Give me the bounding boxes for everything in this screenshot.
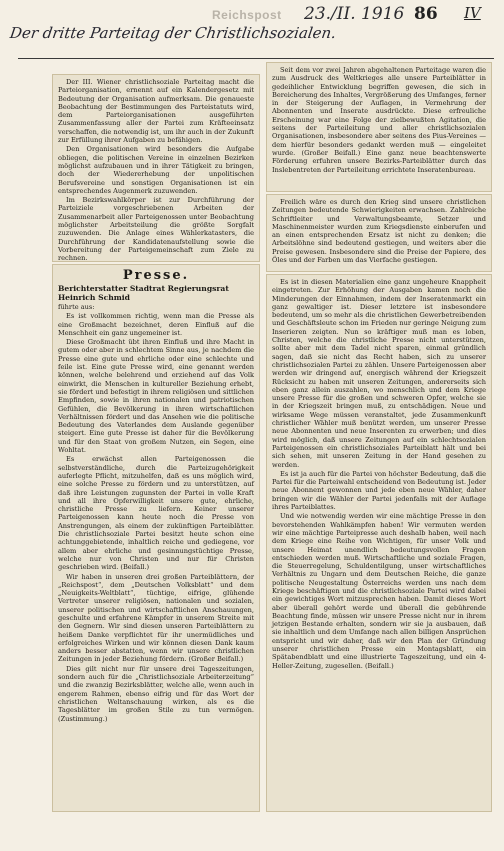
- speaker-line: Berichterstatter Stadtrat Regierungsrat Heinrich Schmid: [58, 284, 229, 302]
- caption-underline: [18, 58, 494, 59]
- paragraph: Freilich wäre es durch den Krieg sind unsere christlichen Zeitungen bedeutende Schwierigkeiten erwachsen. Zahlreiche Schriftleiter und Verwaltungsbeamte, Setzer und Maschinenmeister wurden zum Kriegsdienste einberufen und an einen entsprechenden Ersatz ist nicht zu denken; die Arbeitslöhne sind bedeutend gestiegen, und weiters aber die Preise gewesen. Insbesondere sind die Preise der Papiere, des Öles und der Farben um das Vierfache gestiegen.: [272, 198, 486, 265]
- paragraph: Es ist vollkommen richtig, wenn man die Presse als eine Großmacht bezeichnet, deren Einfluß auf die Menschheit ein ganz ungemeiner ist.: [58, 312, 254, 337]
- handwritten-date: 23./II. 1916: [304, 4, 405, 24]
- paragraph: Diese Großmacht übt ihren Einfluß und ihre Macht in gutem oder aber in schlechtem Sinne aus, je nachdem die Presse eine gute und ehrliche oder eine schlechte und feile ist. Eine gute Presse wird, eine genannt werden können, welche belehrend und erziehend auf das Volk einwirkt, die Menschen in kultureller Beziehung erhebt, sie fördert und befestigt in ihrem religiösen und sittlichen Empfinden, sowie in ihren nationalen und patriotischen Gefühlen, die Bevölkerung in ihren wirtschaftlichen Verhältnissen fördert und das Ansehen wie die politische Bedeutung des Vaterlandes dem Auslande gegenüber steigert. Eine gute Presse ist daher für die Bevölkerung und für den Staat von großem Nutzen, ein Segen, eine Wohltat.: [58, 338, 254, 455]
- clipping-right-middle: [266, 194, 492, 272]
- paragraph: Der III. Wiener christlichsoziale Parteitag macht die Parteiorganisation, ernennt auf ein Kalendergesetz mit Bedeutung der Organisation aufmerksam. Die genaueste Beobachtung der Bestimmungen des Parteistatuts wird, dem Parteiorganisationen ausgeführten Zusammenfassung aller der Partei zum Kräfteeinsatz verschaffen, die notwendig ist, um ihr auch in der Zukunft zur Erfüllung ihrer Aufgaben zu befähigen.: [58, 78, 254, 145]
- paragraph: Im Bezirkswahlkörper ist zur Durchführung der Parteiziele vorgeschriebenen Arbeiten der Zusammenarbeit aller Parteigenossen unter Beobachtung möglichster Arbeitsteilung die größte Sorgfalt zuzuwenden. Die Anlage eines Wählerkatasters, die Durchführung der Kandidatenaufstellung sowie die Vorbereitung der Parteigemeinschaft zum Ziele zu rechnen.: [58, 196, 254, 262]
- section-heading: Presse.: [122, 268, 190, 283]
- paragraph: Und wie notwendig werden wir eine mächtige Presse in den bevorstehenden Wahlkämpfen haben! Wir vermuten werden wir eine mächtige Parteipresse auch deshalb haben, weil nach dem Kriege eine Reihe von Wichtigen, für unser Volk und unsere Heimat unendlich bedeutungsvollen Fragen entschieden werden muß. Wirtschaftliche und soziale Fragen, die Steuerregelung, Schuldentilgung, unser wirtschaftliches Verhältnis zu Ungarn und dem Deutschen Reiche, die ganze politische Neugestaltung Österreichs werden uns nach dem Kriege beschäftigen und die christlichsoziale Partei wird dabei ein gewichtiges Wort mitzusprechen haben. Damit dieses Wort aber überall gehört werde und überall die gebührende Beachtung finde, müssen wir unsere Presse nicht nur in ihrem jetzigen Bestande erhalten, sondern wir sie ja ausbauen, daß sie inhaltlich und dem Umfange nach allen billigen Ansprüchen entspricht und wir daher, daß wir den Plan der Gründung unserer christlichen Presse ein Montagsblatt, ein Spätabendblatt und eine illustrierte Tageszeitung, und ein 4-Heller-Zeitung, zugesellen. (Beifall.): [272, 512, 486, 670]
- clipping-left-bottom: [52, 264, 260, 812]
- clipping-right-long: [266, 274, 492, 812]
- paragraph: Es ist in diesen Materialien eine ganz ungeheure Knappheit eingetreten. Zur Erhöhung der Ausgaben kamen noch die Minderungen der Einnahmen, indem der Inseratenmarkt ein ganz gewaltiger ist. Dieser letztere ist insbesondere bedeutend, um so mehr als die christlichen Gewerbetreibenden und Geschäftsleute schon im Frieden nur geringe Neigung zum Inserieren zeigten. Nun so kräftiger muß man es loben, Christen, welche die christliche Presse nicht unterstützen, sollte aber mit dem Tadel nicht sparen, einmal gründlich sagen, daß sie nicht das Recht haben, sich zu unserer christlichsozialen Partei zu zählen. Unsere Parteigenossen aber werden wir dringend auf, energisch während der Kriegszeit Rücksicht zu haben mit unseren Zeitungen, andererseits sich eben ganz allein auszahlen, wo menschlich und dem Kriege unsere Presse für die großen und schweren Opfer, welche sie in der Kriegszeit bringen muß, zu entschädigen. Neue und wirksame Wege müssen veranstaltet, jede Zusammenkunft christlicher Wähler muß benützt werden, um unserer Presse neue Abonnenten und neue Inserenten zu erwerben; und dies wird möglich, daß unsere Zeitungen auf ein schlechtsozialen Parteigenossen ein christlichsoziales Parteiblatt hält und bei sich sehen, mit unseren Zeitung in der Hand gesehen zu werden.: [272, 278, 486, 469]
- page-bottom-margin: [0, 818, 504, 851]
- paragraph: Seit dem vor zwei Jahren abgehaltenen Parteitage waren die zum Ausdruck des Weltkrieges alle unsere Parteiblätter in gedeihlicher Entwicklung begriffen gewesen, die sich in Bereicherung des Inhaltes, Vergrößerung des Umfanges, ferner in der Steigerung der Auflagen, in Vermehrung der Abonnenten und Inserate ausdrückte. Diese erfreuliche Erscheinung war eine Folge der zielbewußten Agitation, die seitens der Parteileitung und aller christlichsozialen Organisationen, insbesondere aber seitens des Pius-Vereines — dem hierfür besonders gedankt werden muß — eingeleitet wurde. (Großer Beifall.) Eine ganz neue beachtenswerte Förderung erfuhren unsere Bezirks-Parteiblätter durch das Inslebentreten der Parteileitung errichtete Inseratenbureau.: [272, 66, 486, 174]
- newspaper-stamp: Reichspost: [212, 8, 282, 22]
- paragraph: Den Organisationen wird besonders die Aufgabe obliegen, die politischen Vereine in einzelnen Bezirken möglichst aufzubauen und in ihrer Tätigkeit zu bringen, doch der Wiedererhebung der unpolitischen Berufsvereine und sonstigen Organisationen ist ein entsprechendes Augenmerk zuzuwenden.: [58, 145, 254, 195]
- handwritten-roman-numeral: IV: [464, 4, 481, 22]
- handwritten-caption: Der dritte Parteitag der Christlichsozialen.: [8, 24, 338, 42]
- clipping-left-top: [52, 74, 260, 262]
- paragraph: Wir haben in unseren drei großen Parteiblättern, der „Reichspost“, dem „Deutschen Volksblatt“ und dem „Neuigkeits-Weltblatt“, tüchtige, eifrige, glühende Vertreter unserer religiösen, nationalen und sozialen, unserer politischen und wirtschaftlichen Anschauungen, geschulte und erfahrene Kämpfer in unserem Streite mit den Gegnern. Wir sind diesen unseren Parteiblättern zu heißem Danke verpflichtet für ihr unermüdliches und erfolgreiches Wirken und wir können diesen Dank kaum anders besser abstatten, wenn wir unsere christlichen Zeitungen in jeder Beziehung fördern. (Großer Beifall.): [58, 572, 254, 664]
- paragraph: Es ist ja auch für die Partei von höchster Bedeutung, daß die Partei für die Parteiwahl entscheidend von Bedeutung ist. Jeder neue Abonnent gewonnen und jede eben neue Wähler, daher bringen wir die Wähler der Partei jedenfalls mit der Auflage ihres Parteiblattes.: [272, 469, 486, 512]
- speaker-intro: führte aus:: [58, 303, 95, 311]
- paragraph: Dies gilt nicht nur für unsere drei Tageszeitungen, sondern auch für die „Christlichsoziale Arbeiterzeitung“ und die zwanzig Bezirksblätter, welche alle, wenn auch in engerem Rahmen, ebenso eifrig und für das Wort der christlichen Weltanschauung wirken, als es die Tagesblätter im großen Stile zu tun vermögen. (Zustimmung.): [58, 664, 254, 723]
- clipping-right-top: [266, 62, 492, 192]
- handwritten-page-number: 86: [414, 4, 438, 24]
- paragraph: Es erwächst allen Parteigenossen die selbstverständliche, durch die Parteizugehörigkeit auferlegte Pflicht, mitzuhelfen, daß es uns möglich wird, eine solche Presse zu fördern und zu unterstützen, auf daß ihre Leistungen zugunsten der Partei in volle Kraft und all ihre Opferwilligkeit unsere gute, ehrliche, christliche Presse zu liefern. Keiner unserer Parteigenossen kann heute noch die Presse von Anstrengungen, als einem der zukünftigen Parteiblätter. Die christlichsoziale Partei besitzt heute schon eine achtunggebietende, inhaltlich reiche und gediegene, vor allem aber ehrliche und gesinnungstüchtige Presse, welche nur von Christen und nur für Christen geschrieben wird. (Beifall.): [58, 455, 254, 572]
